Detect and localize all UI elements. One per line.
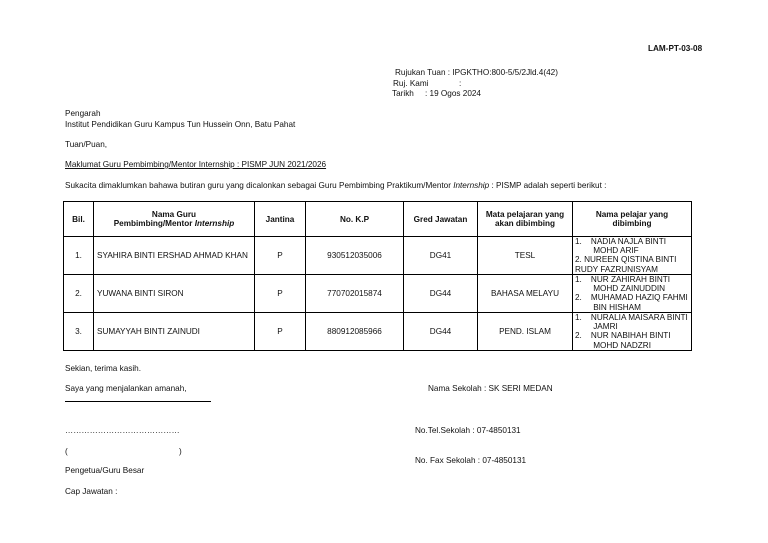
ruj-kami-label: Ruj. Kami (393, 79, 429, 88)
pelajar-line: 1. NUR ZAHIRAH BINTI (575, 275, 671, 284)
header-gred: Gred Jawatan (404, 202, 478, 237)
intro-paragraph (65, 181, 606, 190)
pelajar-line: 2. NUREEN QISTINA BINTI (575, 255, 677, 265)
cell-nama: SUMAYYAH BINTI ZAINUDI (94, 313, 255, 351)
cell-pelajar (573, 237, 692, 275)
rujukan-tuan: Rujukan Tuan : IPGKTHO:800-5/5/2Jld.4(42) (395, 68, 558, 77)
pelajar-line: JAMRI (575, 322, 618, 332)
cell-pelajar (573, 275, 692, 313)
signature-dots: …………………………………… (65, 426, 180, 435)
closing-thanks: Sekian, terima kasih. (65, 364, 141, 373)
pelajar-line: 1. NADIA NAJLA BINTI (575, 237, 667, 246)
tarikh-label: Tarikh (392, 89, 414, 98)
cell-bil: 2. (64, 275, 94, 313)
salutation: Tuan/Puan, (65, 140, 108, 149)
name-paren-close: ) (179, 447, 182, 456)
cell-nokp: 930512035006 (306, 237, 404, 275)
intro-text-italic: Internship (453, 181, 490, 190)
cell-gred: DG41 (404, 237, 478, 275)
cell-jantina: P (255, 313, 306, 351)
pelajar-line: BIN HISHAM (575, 302, 641, 312)
pelajar-line: MOHD ARIF (575, 246, 639, 256)
cell-nokp: 880912085966 (306, 313, 404, 351)
cell-nokp: 770702015874 (306, 275, 404, 313)
cell-gred: DG44 (404, 275, 478, 313)
closing-amanah: Saya yang menjalankan amanah, (65, 384, 187, 393)
cap-jawatan: Cap Jawatan : (65, 487, 118, 496)
table-header-row (64, 202, 692, 237)
pelajar-line: 2. NUR NABIHAH BINTI (575, 331, 671, 341)
cell-jantina: P (255, 237, 306, 275)
subject-line: Maklumat Guru Pembimbing/Mentor Internship : PISMP JUN 2021/2026 (65, 160, 327, 169)
header-jantina: Jantina (255, 202, 306, 237)
header-nama-line2: Pembimbing/Mentor (113, 219, 195, 228)
cell-bil: 3. (64, 313, 94, 351)
pelajar-line: 1. NURALIA MAISARA BINTI (575, 313, 688, 322)
cell-mata: BAHASA MELAYU (478, 275, 573, 313)
header-nokp: No. K.P (306, 202, 404, 237)
school-tel: No.Tel.Sekolah : 07-4850131 (415, 426, 521, 435)
cell-mata: PEND. ISLAM (478, 313, 573, 351)
mentor-table (63, 201, 692, 351)
signatory-title: Pengetua/Guru Besar (65, 466, 145, 475)
cell-nama: SYAHIRA BINTI ERSHAD AHMAD KHAN (94, 237, 255, 275)
document-code: LAM-PT-03-08 (648, 44, 703, 53)
header-nama-pelajar: Nama pelajar yang dibimbing (573, 202, 692, 237)
signature-line (65, 401, 211, 402)
table-row (64, 313, 692, 351)
intro-text-before: Sukacita dimaklumkan bahawa butiran guru yang dicalonkan sebagai Guru Pembimbing Praktikum/Mentor (65, 181, 454, 190)
header-nama-italic: Internship (194, 219, 235, 228)
recipient-institution: Institut Pendidikan Guru Kampus Tun Hussein Onn, Batu Pahat (65, 120, 296, 129)
tarikh-value: : 19 Ogos 2024 (425, 89, 481, 98)
cell-mata: TESL (478, 237, 573, 275)
cell-gred: DG44 (404, 313, 478, 351)
cell-bil: 1. (64, 237, 94, 275)
header-mata-pelajaran: Mata pelajaran yang akan dibimbing (478, 202, 573, 237)
pelajar-line: RUDY FAZRUNISYAM (575, 264, 658, 274)
cell-pelajar (573, 313, 692, 351)
cell-nama: YUWANA BINTI SIRON (94, 275, 255, 313)
table-row (64, 275, 692, 313)
school-name: Nama Sekolah : SK SERI MEDAN (428, 384, 553, 393)
table-row (64, 237, 692, 275)
intro-text-after: : PISMP adalah seperti berikut : (489, 181, 607, 190)
header-bil: Bil. (64, 202, 94, 237)
header-nama-guru (94, 202, 255, 237)
school-fax: No. Fax Sekolah : 07-4850131 (415, 456, 527, 465)
recipient-title: Pengarah (65, 109, 101, 118)
pelajar-line: MOHD NADZRI (575, 340, 651, 350)
pelajar-line: MOHD ZAINUDDIN (575, 284, 666, 294)
ruj-kami-colon: : (459, 79, 462, 88)
cell-jantina: P (255, 275, 306, 313)
name-paren-open: ( (65, 447, 68, 456)
header-nama-line1: Nama Guru (151, 210, 197, 219)
pelajar-line: 2. MUHAMAD HAZIQ FAHMI (575, 293, 688, 303)
